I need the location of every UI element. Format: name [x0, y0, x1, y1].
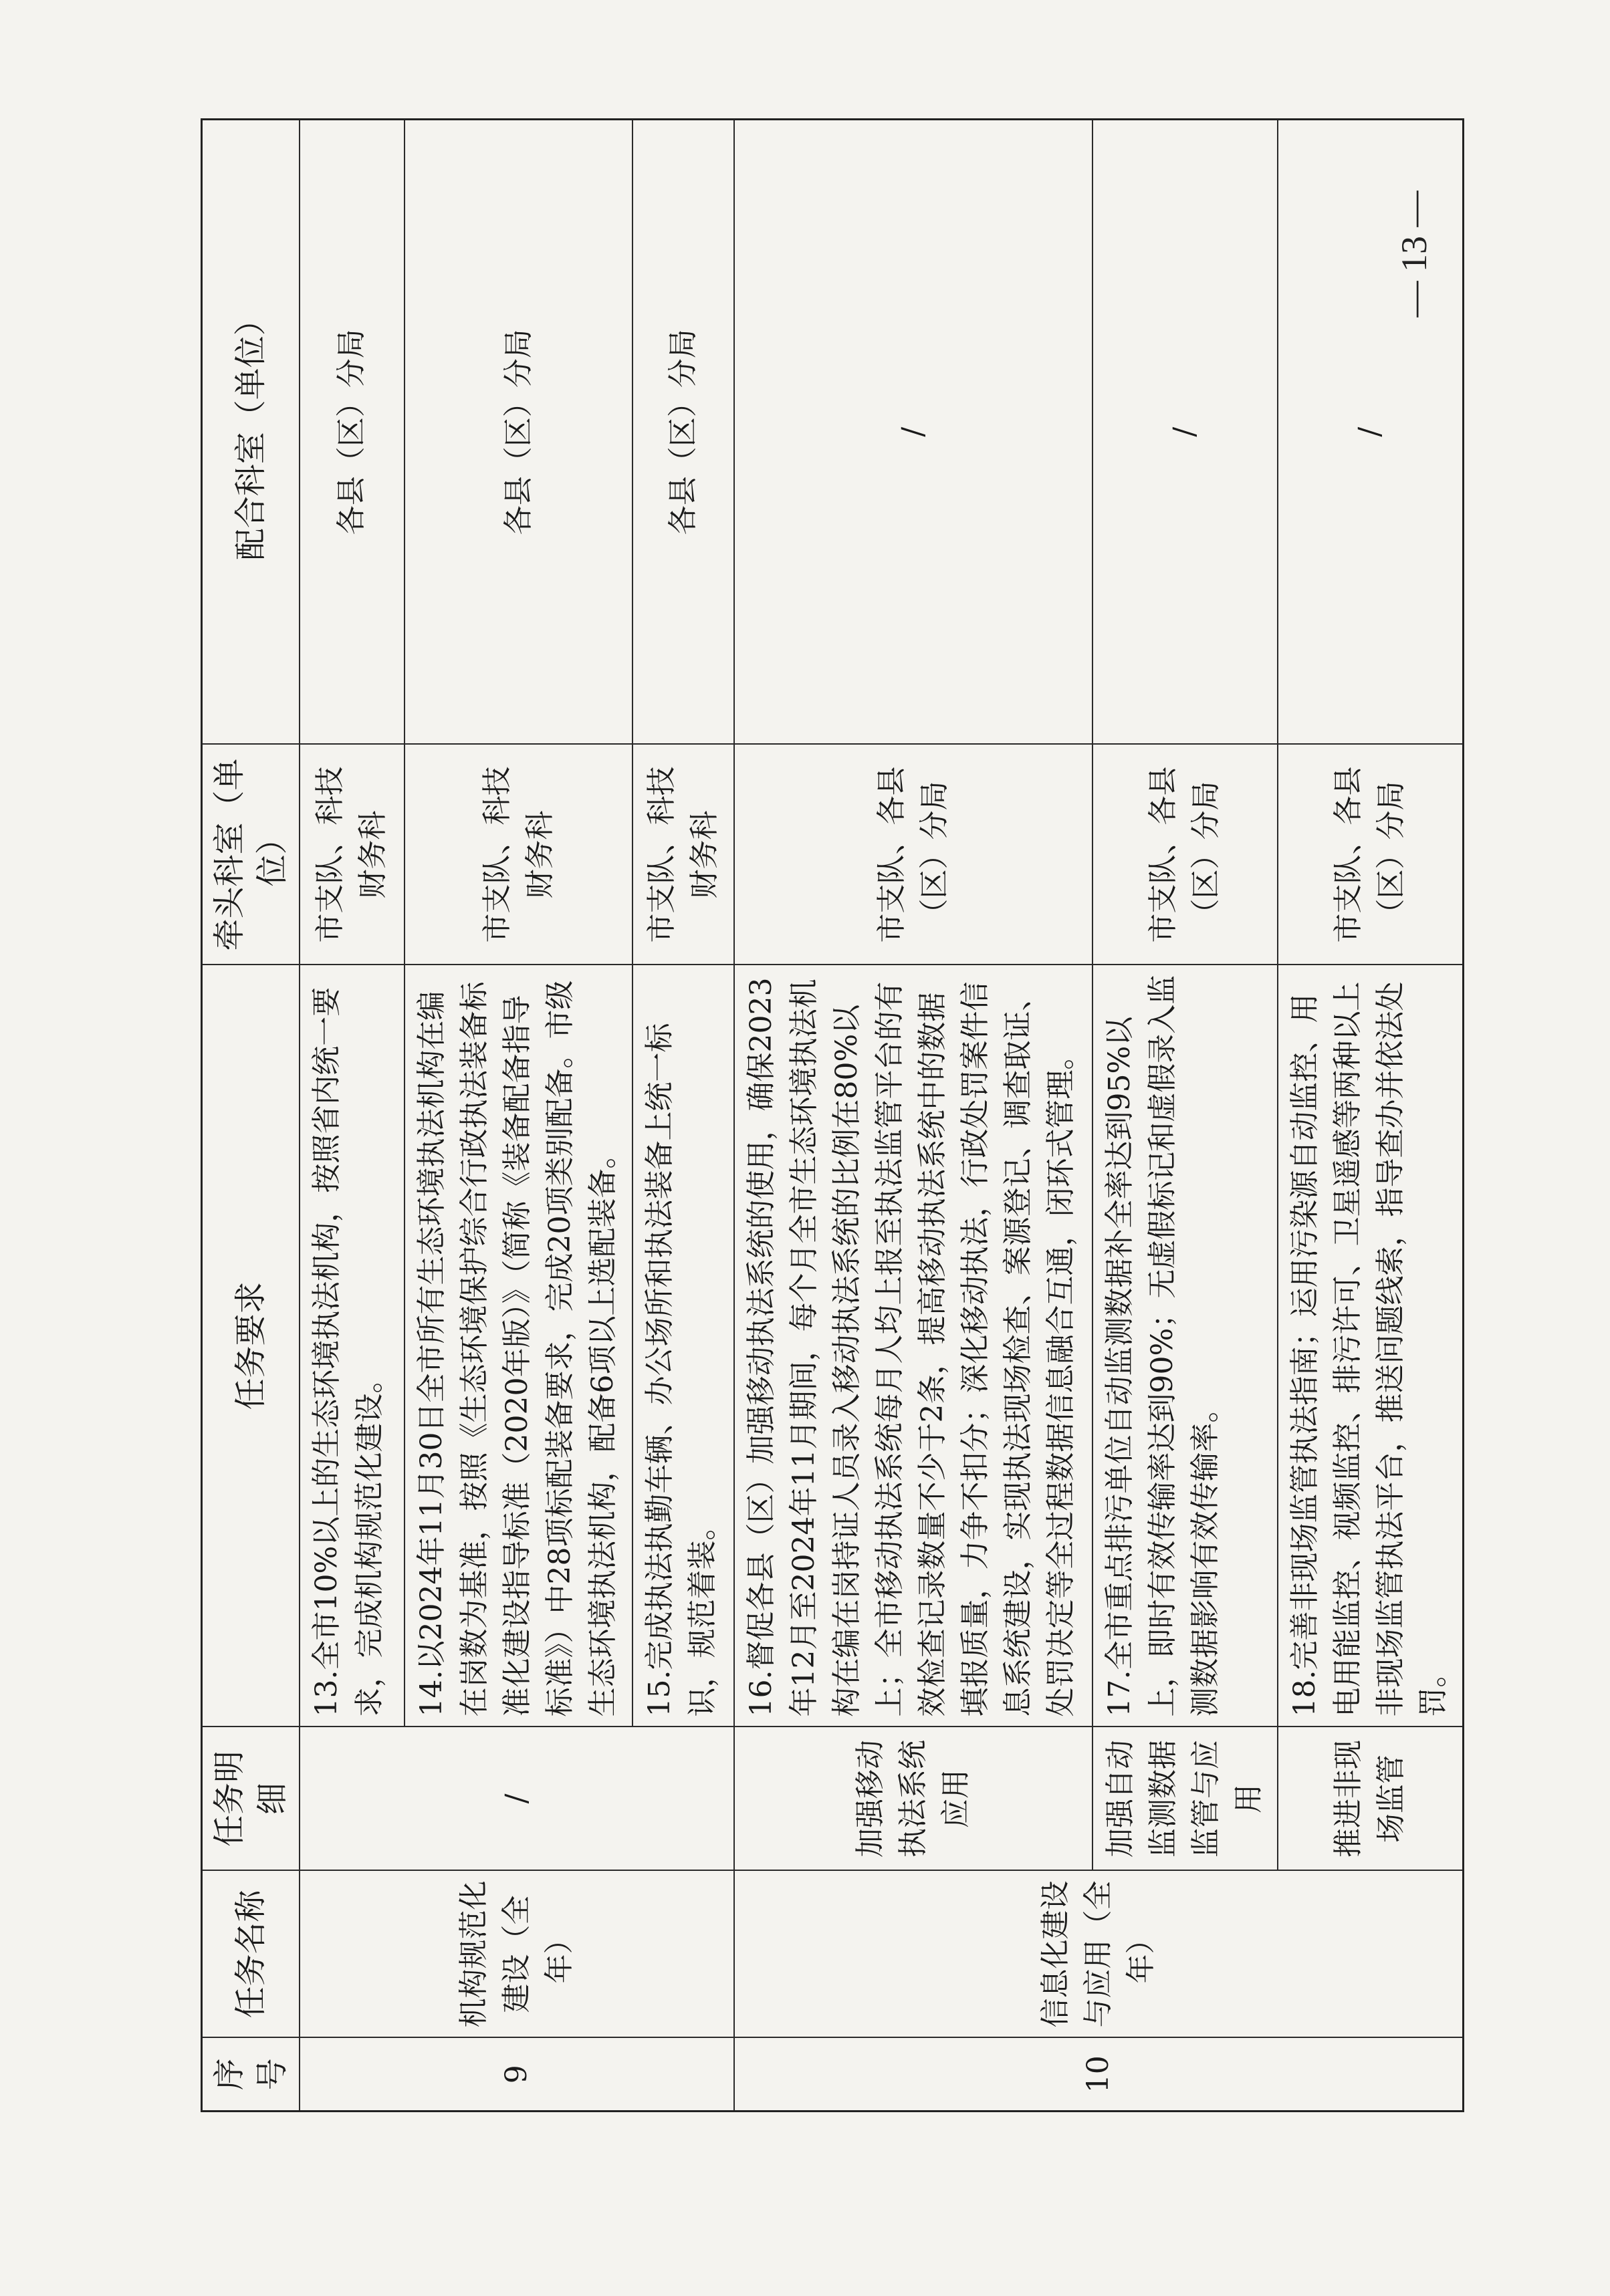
task-requirement: 16.督促各县（区）加强移动执法系统的使用，确保2023年12月至2024年11月期间，每个月全市生态环境执法机构在编在岗持证人员录入移动执法系统的比例在80%以上；全市移动执法系统每月人均上报至执法监管平台的有效检查记录数量不少于2条，提高移动执法系统中的数据填报质量，力争不扣分；深化移动执法，行政处罚案件信息系统建设，实现执法现场检查、案源登记、调查取证、处罚决定等全过程数据信息融合互通，闭环式管理。 [734, 965, 1092, 1727]
task-requirement: 14.以2024年11月30日全市所有生态环境执法机构在编在岗数为基准，按照《生态环境保护综合行政执法装备标准化建设指导标准（2020年版）》（简称《装备配备指导标准》）中28项标配装备要求，完成20项类别配备。市级生态环境执法机构，配备6项以上选配装备。 [405, 965, 633, 1727]
task-detail: / [300, 1727, 734, 1871]
table-row [1092, 120, 1278, 2112]
coop-dept: 各县（区）分局 [300, 120, 405, 745]
header-task-name: 任务名称 [202, 1871, 300, 2038]
coop-dept: / [1092, 120, 1278, 745]
coop-dept: / [1278, 120, 1464, 745]
table-row [734, 120, 1092, 2112]
rotated-table-container [201, 120, 1464, 2112]
table-row [300, 120, 405, 2112]
lead-dept: 市支队、各县（区）分局 [1278, 745, 1464, 965]
table-row [1278, 120, 1464, 2112]
row-number: 10 [734, 2038, 1463, 2112]
header-task-detail: 任务明细 [202, 1727, 300, 1871]
task-detail: 推进非现场监管 [1278, 1727, 1464, 1871]
lead-dept: 市支队、科技财务科 [300, 745, 405, 965]
page-number: — 13 — [1394, 190, 1434, 317]
lead-dept: 市支队、科技财务科 [405, 745, 633, 965]
task-requirement: 18.完善非现场监管执法指南；运用污染源自动监控、用电用能监控、视频监控、排污许可、卫星遥感等两种以上非现场监管执法平台，推送问题线索，指导查办并依法处罚。 [1278, 965, 1464, 1727]
coop-dept: / [734, 120, 1092, 745]
header-lead-dept: 牵头科室（单位） [202, 745, 300, 965]
task-name: 信息化建设与应用（全年） [734, 1871, 1463, 2038]
header-row [202, 120, 300, 2112]
task-detail: 加强移动执法系统应用 [734, 1727, 1092, 1871]
task-name: 机构规范化建设（全年） [300, 1871, 734, 2038]
header-coop-dept: 配合科室（单位） [202, 120, 300, 745]
lead-dept: 市支队、各县（区）分局 [734, 745, 1092, 965]
lead-dept: 市支队、科技财务科 [632, 745, 734, 965]
task-table [201, 118, 1464, 2112]
row-number: 9 [300, 2038, 734, 2112]
coop-dept: 各县（区）分局 [405, 120, 633, 745]
coop-dept: 各县（区）分局 [632, 120, 734, 745]
header-no: 序号 [202, 2038, 300, 2112]
task-requirement: 17.全市重点排污单位自动监测数据补全率达到95%以上，即时有效传输率达到90%；无虚假标记和虚假录入监测数据影响有效传输率。 [1092, 965, 1278, 1727]
lead-dept: 市支队、各县（区）分局 [1092, 745, 1278, 965]
header-task-requirement: 任务要求 [202, 965, 300, 1727]
task-requirement: 15.完成执法执勤车辆、办公场所和执法装备上统一标识，规范着装。 [632, 965, 734, 1727]
task-detail: 加强自动监测数据监管与应用 [1092, 1727, 1278, 1871]
task-requirement: 13.全市10%以上的生态环境执法机构，按照省内统一要求，完成机构规范化建设。 [300, 965, 405, 1727]
